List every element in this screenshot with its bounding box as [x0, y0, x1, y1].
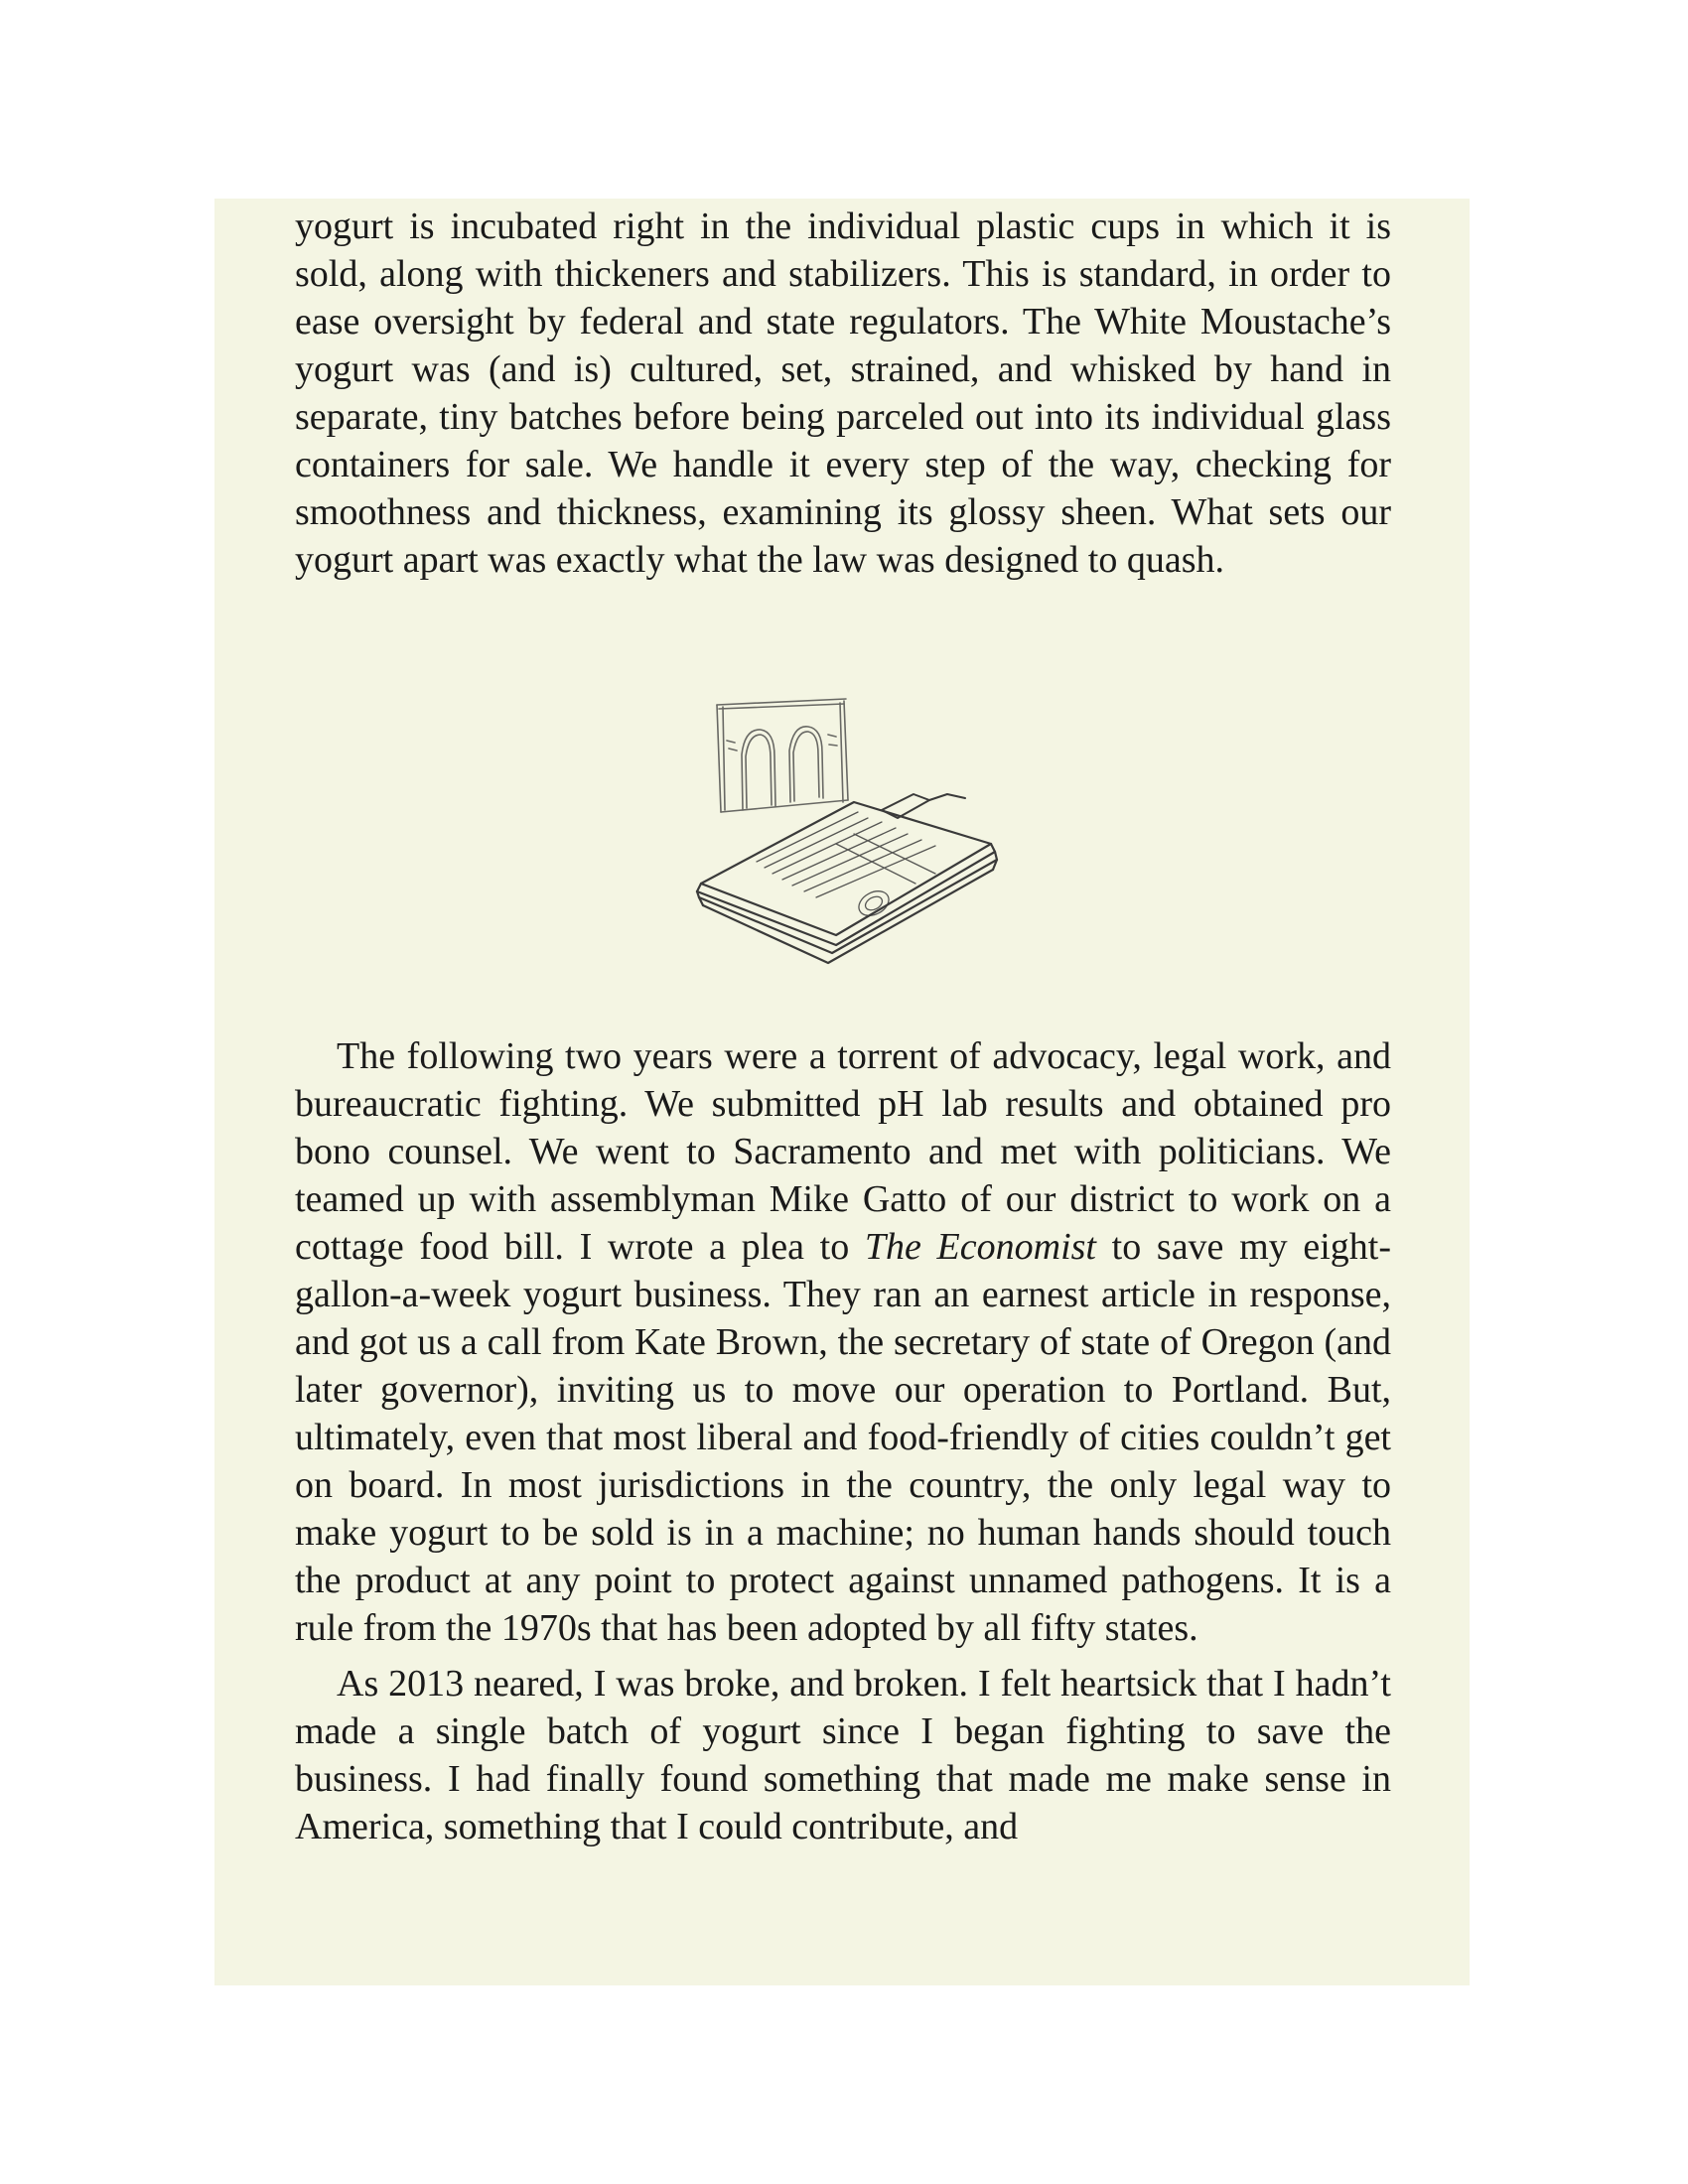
- bottom-text-block: [295, 1032, 1391, 1850]
- paragraph-2013: As 2013 neared, I was broke, and broken. I felt heartsick that I hadn’t made a single batch of yogurt since I began fighting to save the business. I had finally found something that made me make sense in America, something that I could contribute, and: [295, 1663, 1391, 1847]
- paragraph-continued: yogurt is incubated right in the individual plastic cups in which it is sold, along with thickeners and stabilizers. This is standard, in order to ease oversight by federal and state regulators. The White Moustache’s yogurt was (and is) cultured, set, strained, and whisked by hand in separate, tiny batches before being parceled out into its individual glass containers for sale. We handle it every step of the way, checking for smoothness and thickness, examining its glossy sheen. What sets our yogurt apart was exactly what the law was designed to quash.: [295, 205, 1391, 581]
- book-page: [214, 199, 1470, 1985]
- economist-title: The Economist: [864, 1226, 1096, 1268]
- top-text-block: [295, 203, 1391, 584]
- paragraph-advocacy-text-end: to save my eight-gallon-a-week yogurt business. They ran an earnest article in response, and got us a call from Kate Brown, the secretary of state of Oregon (and later governor), inviting us to move our operation to Portland. But, ultimately, even that most liberal and food-friendly of cities couldn’t get on board. In most jurisdictions in the country, the only legal way to make yogurt to be sold is in a machine; no human hands should touch the product at any point to protect against unnamed pathogens. It is a rule from the 1970s that has been adopted by all fifty states.: [295, 1226, 1391, 1649]
- paragraph-advocacy-text-start: The following two years were a torrent of advocacy, legal work, and bureaucratic fighting. We submitted pH lab results and obtained pro bono counsel. We went to Sacramento and met with politicians. We teamed up with assemblyman Mike Gatto of our district to work on a cottage food bill. I wrote a plea to: [295, 1035, 1391, 1268]
- documents-sketch-illustration: [687, 685, 1015, 983]
- paragraph-advocacy: [295, 1032, 1391, 1652]
